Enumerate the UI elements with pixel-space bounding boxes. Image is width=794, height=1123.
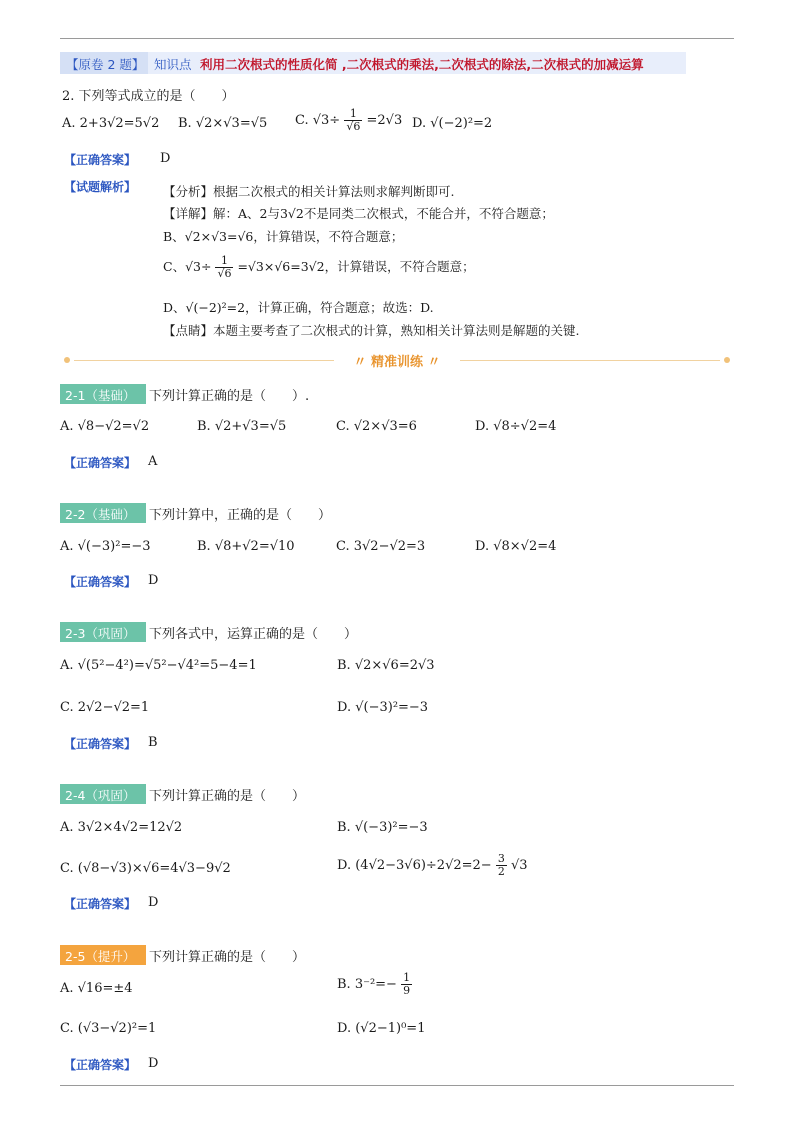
option-b: B. √2×√3=√5: [178, 116, 268, 131]
fraction: $\frac{1}{√6}$: [346, 107, 361, 133]
answer-value: D: [148, 1056, 159, 1071]
option-d: D. (√2−1)⁰=1: [337, 1021, 426, 1036]
analysis-line-5: D、√(−2)²=2，计算正确，符合题意；故选：D.: [163, 300, 434, 315]
knowledge-label: 知识点: [154, 57, 192, 72]
answer-label: 【正确答案】: [64, 897, 137, 911]
analysis-line-2: 【详解】解：A、2与3√2不是同类二次根式，不能合并，不符合题意；: [163, 206, 554, 221]
option-d: D. √(−3)²=−3: [337, 700, 429, 715]
answer-value: B: [148, 735, 158, 750]
analysis-label: 【试题解析】: [64, 180, 137, 194]
option-c: C. 3√2−√2=3: [336, 539, 426, 554]
option-a: A. √(5²−4²)=√5²−√4²=5−4=1: [60, 658, 257, 673]
answer-value: D: [160, 151, 171, 166]
fraction: $\frac{1}{√6}$: [217, 254, 232, 280]
difficulty-badge: 2-4（巩固）: [60, 784, 146, 804]
question-stem: 下列计算正确的是（ ）.: [149, 389, 310, 404]
analysis-line-6: 【点睛】本题主要考查了二次根式的计算，熟知相关计算法则是解题的关键.: [163, 323, 580, 338]
answer-label: 【正确答案】: [64, 456, 137, 470]
analysis-line-4: C、√3÷ $\frac{1}{√6}$ =√3×√6=3√2，计算错误，不符合题意；: [163, 254, 475, 280]
question-stem: 2. 下列等式成立的是（ ）: [62, 89, 235, 104]
banner-dot-right: [724, 357, 730, 363]
answer-label: 【正确答案】: [64, 737, 137, 751]
fraction: $\frac{1}{9}$: [403, 971, 411, 997]
difficulty-badge: 2-1（基础）: [60, 384, 146, 404]
answer-label: 【正确答案】: [64, 575, 137, 589]
answer-value: D: [148, 895, 159, 910]
top-rule: [60, 38, 734, 39]
option-b: B. √2+√3=√5: [197, 419, 287, 434]
option-d: D. √(−2)²=2: [412, 116, 493, 131]
option-c: C. (√8−√3)×√6=4√3−9√2: [60, 861, 231, 876]
option-d: D. √8÷√2=4: [475, 419, 557, 434]
option-a: A. 3√2×4√2=12√2: [60, 820, 183, 835]
analysis-line-3: B、√2×√3=√6，计算错误，不符合题意；: [163, 229, 404, 244]
option-c: C. √3÷ $\frac{1}{√6}$ =2√3: [295, 107, 403, 133]
source-tag: 【原卷 2 题】: [60, 52, 148, 74]
fraction: $\frac{3}{2}$: [497, 852, 505, 878]
section-banner: [60, 351, 734, 369]
knowledge-topics: 利用二次根式的性质化简 ,二次根式的乘法,二次根式的除法,二次根式的加减运算: [200, 57, 644, 72]
option-c: C. √2×√3=6: [336, 419, 417, 434]
question-stem: 下列计算正确的是（ ）: [149, 789, 306, 804]
analysis-line-1: 【分析】根据二次根式的相关计算法则求解判断即可.: [163, 184, 455, 199]
difficulty-badge: 2-2（基础）: [60, 503, 146, 523]
option-a: A. √(−3)²=−3: [60, 539, 151, 554]
option-c: C. (√3−√2)²=1: [60, 1021, 157, 1036]
banner-line-right: [460, 360, 720, 361]
option-b: B. √(−3)²=−3: [337, 820, 428, 835]
option-a: A. 2+3√2=5√2: [62, 116, 160, 131]
difficulty-badge: 2-3（巩固）: [60, 622, 146, 642]
question-stem: 下列计算中，正确的是（ ）: [149, 508, 332, 523]
option-d: D. √8×√2=4: [475, 539, 557, 554]
difficulty-badge: 2-5（提升）: [60, 945, 146, 965]
option-c: C. 2√2−√2=1: [60, 700, 150, 715]
option-b: B. √2×√6=2√3: [337, 658, 435, 673]
answer-value: A: [148, 454, 158, 469]
answer-value: D: [148, 573, 159, 588]
option-d: D. (4√2−3√6)÷2√2=2− $\frac{3}{2}$ √3: [337, 852, 528, 878]
option-a: A. √8−√2=√2: [60, 419, 150, 434]
option-a: A. √16=±4: [60, 981, 133, 996]
answer-label: 【正确答案】: [64, 1058, 137, 1072]
answer-label: 【正确答案】: [64, 153, 137, 167]
bottom-rule: [60, 1085, 734, 1086]
question-stem: 下列各式中，运算正确的是（ ）: [149, 627, 358, 642]
option-b: B. √8+√2=√10: [197, 539, 295, 554]
option-b: B. 3⁻²=− $\frac{1}{9}$: [337, 971, 411, 997]
question-stem: 下列计算正确的是（ ）: [149, 950, 306, 965]
banner-title: 〃 精准训练 〃: [353, 355, 441, 370]
